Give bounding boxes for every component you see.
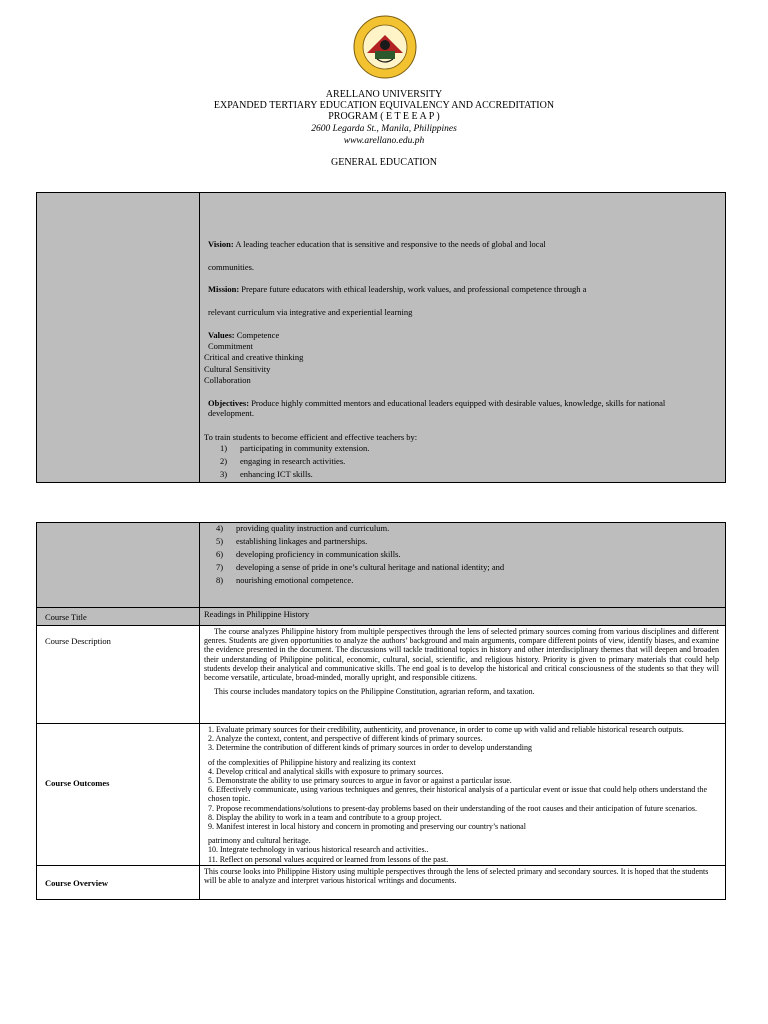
course-title-value: Readings in Philippine History <box>200 608 726 626</box>
program-title-line2: PROGRAM ( E T E E A P ) <box>328 111 440 122</box>
objectives-label: Objectives: <box>208 398 250 408</box>
values-label: Values: <box>208 330 235 340</box>
course-overview-text: This course looks into Philippine History using multiple perspectives through the lens of selected primary and secondary sources. It is hoped that the students will be able to analyze and interpret various historical writings and documents. <box>200 866 726 900</box>
list-item: 7) developing a sense of pride in one’s cultural heritage and national identity; and <box>216 562 505 572</box>
outcome-line: 1. Evaluate primary sources for their credibility, authenticity, and provenance, in order to come up with valid and reliable historical research outputs. <box>208 725 684 734</box>
objectives-text: Produce highly committed mentors and educational leaders equipped with desirable values, knowledge, skills for national development. <box>208 398 666 418</box>
outcome-line: 11. Reflect on personal values acquired or learned from lessons of the past. <box>208 854 449 864</box>
list-item: 5) establishing linkages and partnerships. <box>216 536 368 546</box>
department-title: GENERAL EDUCATION <box>330 157 437 168</box>
vmv-table <box>36 192 726 483</box>
outcome-line: 7. Propose recommendations/solutions to present-day problems based on their understanding of the root causes and their anticipation of future scenarios. <box>208 803 697 813</box>
vmv-left-cell <box>37 193 200 483</box>
vision-label: Vision: <box>208 239 234 249</box>
outcome-line: 4. Develop critical and analytical skills with exposure to primary sources. <box>208 766 444 776</box>
objectives-list-a <box>220 443 369 479</box>
outcome-line: of the complexities of Philippine history and realizing its context <box>208 757 416 767</box>
vmv-content-cell <box>200 193 726 483</box>
program-title-line1: EXPANDED TERTIARY EDUCATION EQUIVALENCY AND ACCREDITATION <box>213 100 555 111</box>
mission-text-cont: relevant curriculum via integrative and experiential learning <box>208 307 413 317</box>
objectives-cont-cell <box>200 523 726 608</box>
objectives-block <box>208 398 713 418</box>
value-item: Critical and creative thinking <box>204 352 304 362</box>
value-item: Commitment <box>208 341 253 351</box>
list-item: 4) providing quality instruction and curriculum. <box>216 523 390 533</box>
list-item: 2) engaging in research activities. <box>220 456 346 466</box>
course-overview-label: Course Overview <box>37 866 200 900</box>
outcome-line: 9. Manifest interest in local history and concern in promoting and preserving our country’s national <box>208 822 526 832</box>
course-description-label: Course Description <box>37 626 200 724</box>
website: www.arellano.edu.ph <box>343 136 425 146</box>
course-description-text: The course analyzes Philippine history from multiple perspectives through the lens of selected primary sources coming from various disciplines and different genres. Students are given opportunities to analyze the authors’ background and main arguments, compare different points of view, identify biases, and examine the evidence presented in the document. The discussions will tackle traditional topics in history and other interdisciplinary themes that will deepen and broaden their understanding of Philippine political, economic, cultural, social, scientific, and religious history. Priority is given to primary materials that could help students develop their analytical and communicative skills. The end goal is to develop the historical and critical consciousness of the students so that they will become versatile, articulate, broad-minded, morally upright, and responsible citizens. <box>204 627 719 683</box>
mission-label: Mission: <box>208 284 240 294</box>
mission-text: Prepare future educators with ethical leadership, work values, and professional competence through a <box>239 284 587 294</box>
outcome-line: 2. Analyze the context, content, and perspective of different kinds of primary sources. <box>208 734 483 744</box>
vision-line <box>208 239 546 249</box>
university-name: ARELLANO UNIVERSITY <box>325 89 443 100</box>
list-item: 1) participating in community extension. <box>220 443 370 453</box>
vision-text-cont: communities. <box>208 262 255 272</box>
course-table <box>36 522 726 900</box>
objectives-list-b <box>216 523 725 585</box>
vision-text: A leading teacher education that is sensitive and responsive to the needs of global and local <box>233 239 546 249</box>
list-item: 3) enhancing ICT skills. <box>220 469 313 479</box>
outcome-line: 8. Display the ability to work in a team and contribute to a group project. <box>208 812 442 822</box>
course-outcomes-label: Course Outcomes <box>37 724 200 866</box>
course-description-note: This course includes mandatory topics on the Philippine Constitution, agrarian reform, and taxation. <box>214 687 535 697</box>
train-intro: To train students to become efficient and effective teachers by: <box>204 432 418 442</box>
outcome-line: 3. Determine the contribution of different kinds of primary sources in order to develop understanding <box>208 743 532 753</box>
list-item: 6) developing proficiency in communication skills. <box>216 549 401 559</box>
outcome-line: 10. Integrate technology in various historical research and activities.. <box>208 845 429 855</box>
course-outcomes-cell <box>200 724 726 866</box>
values-first: Competence <box>234 330 280 340</box>
university-seal-logo <box>353 15 417 79</box>
outcome-line: patrimony and cultural heritage. <box>208 836 311 846</box>
outcome-line: 5. Demonstrate the ability to use primary sources to argue in favor or against a particular issue. <box>208 776 512 786</box>
course-title-label: Course Title <box>37 608 200 626</box>
values-line <box>208 330 279 340</box>
list-item: 8) nourishing emotional competence. <box>216 575 354 585</box>
value-item: Collaboration <box>204 375 251 385</box>
objectives-cont-left <box>37 523 200 608</box>
address: 2600 Legarda St., Manila, Philippines <box>311 124 457 134</box>
mission-line <box>208 284 586 294</box>
outcome-line: 6. Effectively communicate, using various techniques and genres, their historical analysis of a particular event or issue that could help others understand the chosen topic. <box>208 785 708 804</box>
value-item: Cultural Sensitivity <box>204 364 271 374</box>
course-description-cell <box>200 626 726 724</box>
